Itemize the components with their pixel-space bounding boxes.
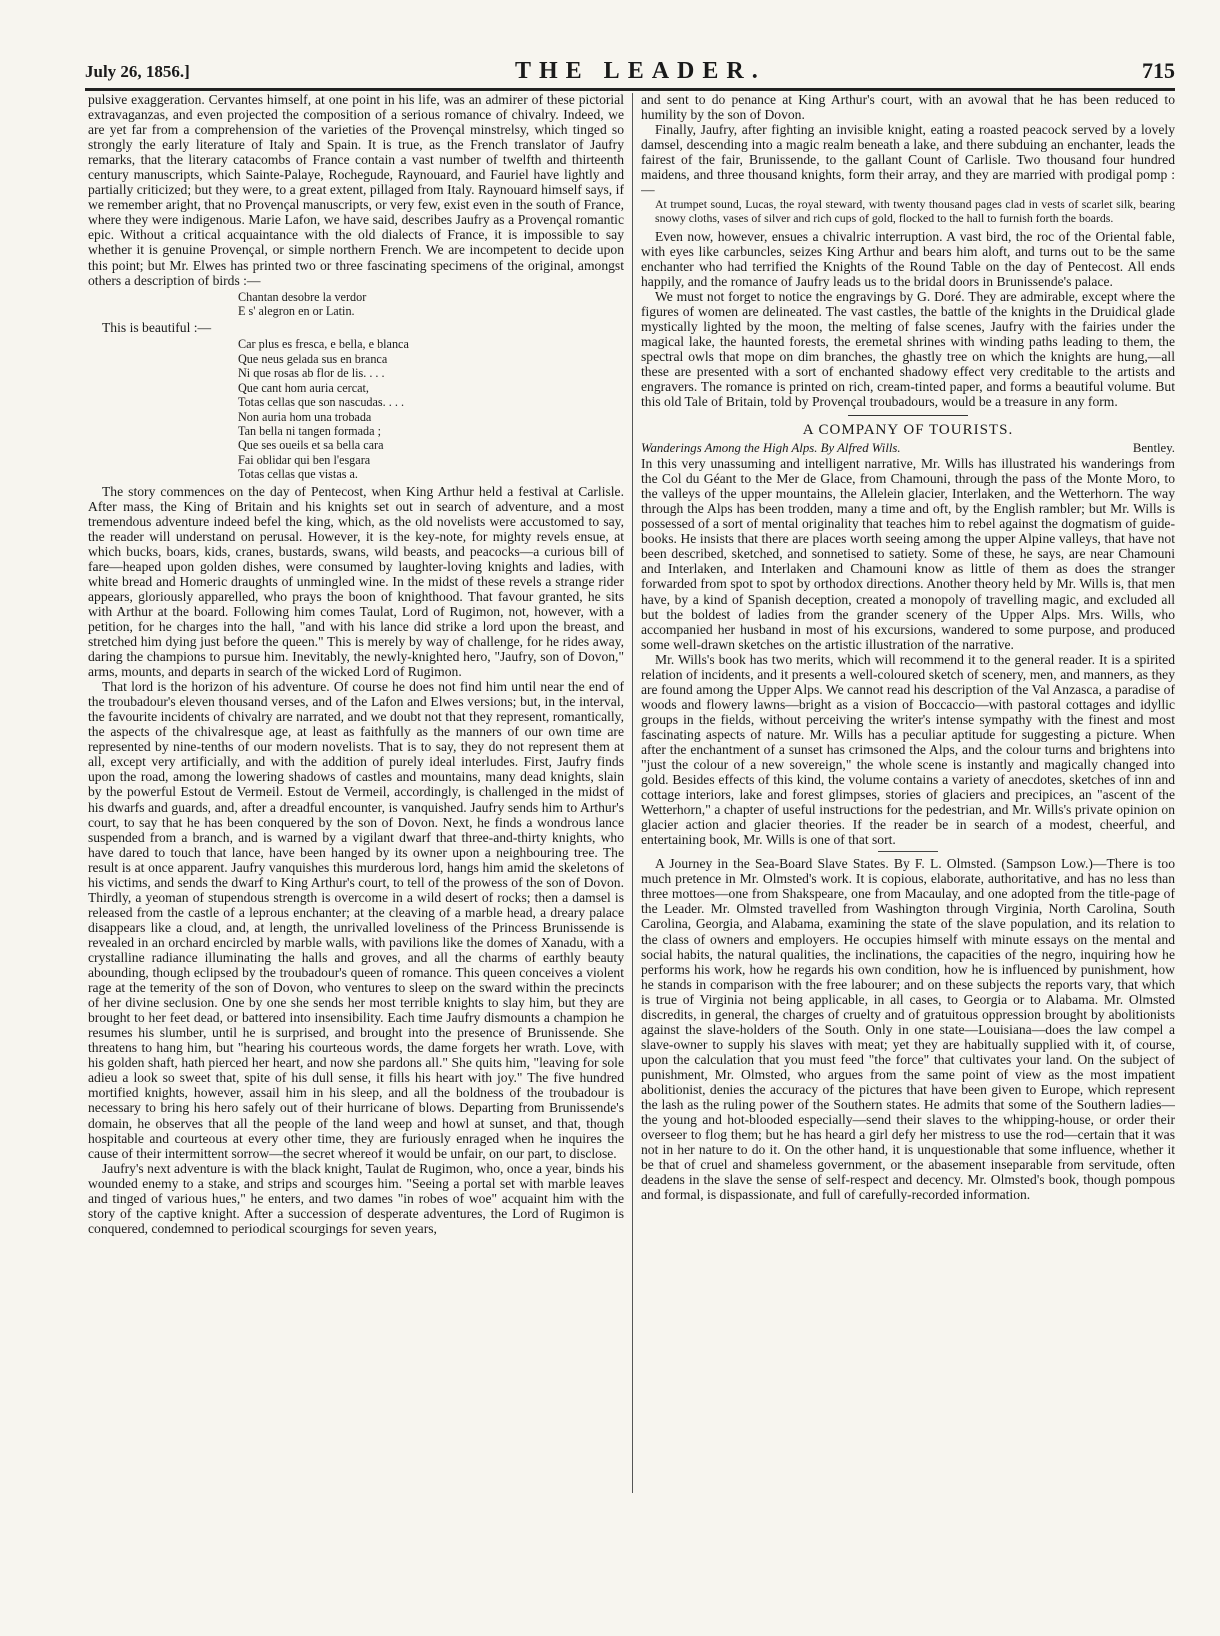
paragraph: and sent to do penance at King Arthur's court, with an avowal that he has been reduced to humility by the son of Dovon. (641, 92, 1175, 123)
paragraph: This is beautiful :— (102, 320, 212, 336)
left-column (88, 92, 624, 1502)
review-publisher: Bentley. (1132, 441, 1175, 456)
verse-line: Totas cellas que vistas a. (238, 467, 358, 482)
paragraph: Finally, Jaufry, after fighting an invisible knight, eating a roasted peacock served by a lovely damsel, descending into a magic realm beneath a lake, and there subduing an enchanter, leads the fairest of the fair, Brunissende, to the gallant Count of Carlisle. Two thousand four hundred maidens, and three thousand knights, form their array, and they are married with prodigal pomp :— (641, 122, 1175, 198)
verse-line: Chantan desobre la verdor (238, 289, 367, 304)
review-citation (641, 441, 1175, 456)
header-rule (85, 88, 1175, 91)
paragraph: A Journey in the Sea-Board Slave States. By F. L. Olmsted. (Sampson Low.)—There is too much pretence in Mr. Olmsted's work. It is copious, elaborate, authoritative, and has no less than three mottoes—one from Shakspeare, one from Macaulay, and one adopted from the title-page of the Leader. Mr. Olmsted travelled from Washington through Virginia, North Carolina, South Carolina, Georgia, and Alabama, examining the state of the slave population, and its relation to the class of owners and employers. He occupies himself with minute essays on the mental and social habits, the natural qualities, the inclinations, the capacities of the negro, inquiring how he performs his work, how he regards his own condition, how he is influenced by punishment, how he stands in comparison with the free labourer; and on these subjects the reports vary, that which is true of Virginia not being applicable, in all cases, to Georgia or to Alabama. Mr. Olmsted discredits, in general, the charges of cruelty and of gratuitous oppression brought by abolitionists against the slave-holders of the South. Only in one state—Louisiana—does the law compel a slave-owner to supply his slaves with meat; yet they are habitually supplied with it, of course, upon the calculation that you must feed "the force" that cultivates your land. On the subject of punishment, Mr. Olmsted, who argues from the same point of view as the most impatient abolitionist, denies the accuracy of the pictures that have been given to Europe, which represent the lash as the ruling power of the Southern states. He admits that some of the Southern ladies—the young and hot-blooded especially—send their slaves to the whipping-house, or order their overseer to flog them; but he has heard a girl defy her mistress to use the rod—certain that it was not in her nature to do it. On the other hand, it is unquestionable that some influence, whether it be that of cruel and shameless government, or the abasement inseparable from servitude, often deadens in the slave the sense of self-respect and decency. Mr. Olmsted's book, though pompous and formal, is dispassionate, and full of carefully-recorded information. (641, 856, 1175, 1203)
verse-line: Que neus gelada sus en branca (238, 351, 388, 366)
paragraph: We must not forget to notice the engravings by G. Doré. They are admirable, except where the figures of women are delineated. The vast castles, the battle of the knights in the Druidical glade mystically lighted by the moon, the melting of false scenes, Jaufry with the fairies under the magical lake, the haunted forests, the eremetal shrines with winding paths leading to them, the spectral owls that mope on dim branches, the ghastly tree on which the knights are hung,—all these are presented with a sort of enchanted shadowy effect very creditable to the artists and engravers. The romance is printed on rich, cream-tinted paper, and forms a beautiful volume. But this old Tale of Britain, told by Provençal troubadours, would be a treasure in any form. (641, 288, 1175, 410)
paragraph: Even now, however, ensues a chivalric interruption. A vast bird, the roc of the Oriental fable, with eyes like carbuncles, seizes King Arthur and bears him aloft, and turns out to be the same enchanter who had terrified the Knights of the Round Table on the day of Pentecost. All ends happily, and the romance of Jaufry leads us to the bridal doors in Brunissende's palace. (641, 228, 1175, 289)
paragraph: Mr. Wills's book has two merits, which will recommend it to the general reader. It is a spirited relation of incidents, and it presents a well-coloured sketch of scenery, men, and manners, as they are found among the Upper Alps. We cannot read his description of the Val Anzasca, a paradise of woods and flowery lawns—bright as a vision of Boccaccio—with pastoral cottages and idyllic groups in the fields, without perceiving the writer's intense sympathy with the finest and most fascinating aspects of nature. Mr. Wills has a peculiar aptitude for suggesting a picture. When after the enchantment of a sunset has crimsoned the Alps, and the colour turns and brightens into "just the colour of a new sovereign," the whole scene is instantly and magically changed into gold. Besides effects of this kind, the volume contains a variety of anecdotes, sketches of inn and cottage interiors, lake and forest glimpses, stories of glaciers and precipices, an "ascent of the Wetterhorn," a chapter of useful instructions for the pedestrian, and Mr. Wills's private opinion on glacier action and glacier theories. If the reader be in search of a modest, cheerful, and entertaining book, Mr. Wills is one of that sort. (641, 651, 1175, 848)
review-title: Wanderings Among the High Alps. By Alfred Wills. (641, 441, 901, 456)
block-quote: At trumpet sound, Lucas, the royal steward, with twenty thousand pages clad in vests of scarlet silk, bearing snowy cloths, vases of silver and rich cups of gold, flocked to the hall to furnish forth the boards. (655, 197, 1175, 225)
separator-rule (878, 851, 938, 852)
verse-line: Non auria hom una trobada (238, 409, 372, 424)
masthead-title: THE LEADER. (515, 58, 766, 84)
page-number: 715 (1142, 58, 1175, 83)
issue-date: July 26, 1856.] (85, 62, 190, 81)
verse-line: Car plus es fresca, e bella, e blanca (238, 337, 409, 352)
verse-line: Que cant hom auria cercat, (238, 380, 369, 395)
paragraph: The story commences on the day of Pentecost, when King Arthur held a festival at Carlisle. After mass, the King of Britain and his knights set out in search of adventure, and a most tremendous adventure indeed befel the king, which, as the old novelists were accustomed to say, the reader will understand on perusal. However, it is the key-note, for mighty revels ensue, at which bucks, boars, kids, cranes, bustards, swans, wild beasts, and peacocks—a curious bill of fare—heaped upon golden dishes, were consumed by laughter-loving knights and ladies, with white bread and Homeric draughts of unmingled wine. In the midst of these revels a strange rider appears, gloriously apparelled, who prays the boon of knighthood. That favour granted, he sits with Arthur at the board. Following him comes Taulat, Lord of Rugimon, not, however, with a petition, for he charges into the hall, "and with his lance did strike a lord upon the breast, and stretched him dying just before the queen." This is merely by way of challenge, for he rides away, daring the champions to pursue him. Inevitably, the newly-knighted hero, "Jaufry, son of Dovon," arms, mounts, and departs in search of the wicked Lord of Rugimon. (88, 483, 624, 680)
page-header (85, 56, 1175, 90)
verse-line: E s' alegron en or Latin. (238, 304, 355, 319)
paragraph: pulsive exaggeration. Cervantes himself, at one point in his life, was an admirer of these pictorial extravaganzas, and even projected the composition of a serious romance of chivalry. Indeed, we are yet far from a comprehension of the varieties of the Provençal minstrelsy, which tinged so strongly the early literature of Italy and Spain. It is true, as the French translator of Jaufry remarks, that the literary catacombs of France contain a vast number of twelfth and thirteenth century manuscripts, which Sainte-Palaye, Rochegude, Raynouard, and Fauriel have lightly and partially criticized; but they were, to a great extent, pillaged from Italy. Raynouard himself says, if we remember aright, that no Provençal manuscripts, or very few, exist even in the south of France, where they were indigenous. Marie Lafon, we have said, describes Jaufry as a Provençal romantic epic. Without a critical acquaintance with the old dialects of France, it is impossible to say whether it is genuine Provençal, or simple northern French. We are incompetent to decide upon this point; but Mr. Elwes has printed two or three fascinating specimens of the original, amongst others a description of birds :— (88, 92, 624, 288)
right-column (641, 92, 1175, 1502)
paragraph: That lord is the horizon of his adventure. Of course he does not find him until near the end of the troubadour's eleven thousand verses, and of the Lafon and Elwes versions; but, in the interval, the favourite incidents of chivalry are narrated, and we doubt not that they represent, romantically, the aspects of the chivalresque age, at least as faithfully as the manners of our own time are represented by nine-tenths of our modern novelists. That is to say, they do not represent them at all, except very artificially, and with the addition of purely ideal interludes. First, Jaufry finds upon the road, among the lowering shadows of castles and mountains, many dead knights, slain by the powerful Estout de Vermeil. Estout de Vermeil, accordingly, is challenged in the midst of his dwarfs and guards, and, after a dreadful encounter, is vanquished. Jaufry sends him to Arthur's court, to say that he has been conquered by the son of Dovon. Next, he finds a wondrous lance suspended from a branch, and is warned by a vigilant dwarf that three-and-thirty knights, who have dared to touch that lance, have been hanged by its owner upon a neighbouring tree. The result is at once apparent. Jaufry vanquishes this murderous lord, hangs him amid the skeletons of his victims, and sends the dwarf to King Arthur's court, to tell of the prowess of the son of Dovon. Thirdly, a yeoman of stupendous strength is overcome in a wild desert of rocks; then a damsel is released from the castle of a leprous enchanter; at the cleaving of a marble head, a dreary palace disappears like a cloud, and, at length, the unrivalled loveliness of the Princess Brunissende is revealed in an orchard encircled by marble walls, with pavilions like the domes of Xanadu, with a crystalline radiance illuminating the halls and groves, and all the charms of earthly beauty abounding, though eclipsed by the troubadour's queen of romance. This queen conceives a violent rage at the temerity of the son of Dovon, who ventures to sleep on the sward within the precincts of her divine seclusion. One by one she sends her most terrible knights to slay him, but they are brought to her feet dead, or battered into insensibility. Each time Jaufry dismounts a champion he resumes his slumber, until he is surprised, and brought into the presence of Brunissende. She threatens to hang him, but "hearing his courteous words, the dame forgets her wrath. Love, with his golden shaft, hath pierced her heart, and now she pardons all." She quits him, "leaving for sole adieu a look so sweet that, spite of his dull sense, it fills his heart with joy." The five hundred mortified knights, however, assail him in his sleep, and all the boldness of the troubadour is necessary to bring his hero safely out of their hurricane of blows. Departing from Brunissende's domain, he observes that all the people of the land weep and howl at sunset, and that, though hospitable and courteous at every other time, they are furiously enraged when he inquires the cause of their intermittent sorrow—the secret whereof it would be unfair, on our part, to disclose. (88, 679, 624, 1161)
section-heading: A COMPANY OF TOURISTS. (802, 422, 1014, 439)
verse-line: Fai oblidar qui ben l'esgara (238, 452, 371, 467)
verse-line: Totas cellas que son nascudas. . . . (238, 395, 405, 410)
verse-beauty (238, 337, 624, 481)
verse-line: Que ses oueils et sa bella cara (238, 438, 384, 453)
column-divider (632, 93, 633, 1493)
verse-line: Ni que rosas ab flor de lis. . . . (238, 366, 385, 381)
section-rule (848, 415, 968, 416)
verse-line: Tan bella ni tangen formada ; (238, 423, 381, 438)
paragraph: In this very unassuming and intelligent narrative, Mr. Wills has illustrated his wanderings from the Col du Géant to the Mer de Glace, from Chamouni, through the pass of the Monte Moro, to the valleys of the upper mountains, the Allelein glacier, Interlaken, and the Wetterhorn. The way through the Alps has been trodden, many a time and oft, by the English rambler; but Mr. Wills is possessed of a sort of mental originality that teaches him to rebel against the dogmatism of guide-books. He insists that there are places worth seeing among the upper Alpine valleys, that have not been described, sketched, and sonnetised to satiety. Some of these, he says, are near Chamouni and Interlaken, and Interlaken and Chamouni know as little of them as does the stranger forwarded from spot to spot by orthodox directions. Another theory held by Mr. Wills is, that men have, by a kind of Spanish deception, created a monopoly of travelling magic, and excluded all but the boldest of ladies from the grander scenery of the Upper Alps. Mrs. Wills, who accompanied her husband in most of his excursions, wandered to some purpose, and produced some well-drawn sketches on the artistic illustration of the narrative. (641, 456, 1175, 652)
paragraph: Jaufry's next adventure is with the black knight, Taulat de Rugimon, who, once a year, binds his wounded enemy to a stake, and strips and scourges him. "Seeing a portal set with marble leaves and tinged of various hues," he enters, and two dames "in robes of woe" acquaint him with the story of the captive knight. After a succession of desperate adventures, the Lord of Rugimon is conquered, condemned to periodical scourgings for seven years, (88, 1160, 624, 1236)
verse-birds (238, 290, 624, 319)
